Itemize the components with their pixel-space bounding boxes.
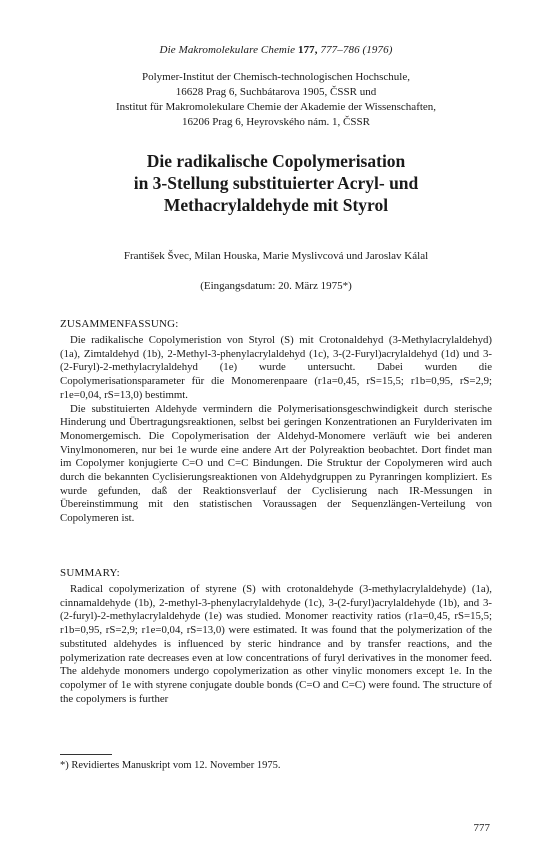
title-line: in 3-Stellung substituierter Acryl- und [133,173,419,193]
affiliation-block [40,70,512,130]
title-line: Methacrylaldehyde mit Styrol [163,195,389,215]
abstract-paragraph: Die radikalische Copolymeristion von Styrol (S) mit Crotonaldehyd (3-Methylacrylaldehyd) (1a), Zimtaldehyd (1b), 2-Methyl-3-phenylacrylaldehyd (1c), 3-(2-Furyl)acrylaldehyd (1d) und 3-(2-Furyl)-2-methylacrylaldehyd (1e) wurde untersucht. Dabei wurden die Copolymerisationsparameter für die Monomerenpaare (r1a=0,45, rS=15,5; r1b=0,95, rS=2,9; r1e=0,04, rS=13,0) bestimmt. [60,334,492,401]
footnote-rule [60,754,112,755]
affiliation-line: Institut für Makromolekulare Chemie der Akademie der Wissenschaften, [115,101,437,113]
abstract-paragraph: Die substituierten Aldehyde vermindern die Polymerisationsgeschwindigkeit durch sterische Hinderung und Übertragungsreaktionen, selbst bei geringen Konzentrationen an Furylderivaten im Monomergemisch. Die Copolymerisation der Aldehyd-Monomere verläuft wie bei anderen Vinylmonomeren, nur bei 1e wurde eine andere Art der Polyreaktion beobachtet. Dort findet man im Copolymer konjugierte C=O und C=C Bindungen. Die Struktur der Copolymeren wird auch durch die bekannten Cyclisierungsreaktionen von Aldehydgruppen zu Pyranringen kompliziert. Es wurde gefunden, daß der Reaktionsverlauf der Cyclisierung nach IR-Messungen in Übereinstimmung mit den statistischen Voraussagen der Sequenzlängen-Verteilung von Copolymeren ist. [60,402,492,525]
journal-header [0,44,552,56]
zusammenfassung-heading: ZUSAMMENFASSUNG: [60,318,179,330]
journal-pages-year: 777–786 (1976) [317,44,393,56]
page-number: 777 [473,822,490,834]
author-list: František Švec, Milan Houska, Marie Myslivcová und Jaroslav Kálal [123,250,429,262]
affiliation-line: 16628 Prag 6, Suchbátarova 1905, ČSSR und [175,86,377,98]
title-line: Die radikalische Copolymerisation [146,151,406,171]
journal-name: Die Makromolekulare Chemie [159,44,298,56]
summary-text [60,583,492,706]
summary-heading: SUMMARY: [60,567,120,579]
paper-title [40,150,512,216]
footnote: *) Revidiertes Manuskript vom 12. November 1975. [60,760,281,771]
received-date: (Eingangsdatum: 20. März 1975*) [200,280,352,292]
journal-volume: 177, [297,44,318,56]
zusammenfassung-text [60,334,492,526]
affiliation-line: Polymer-Institut der Chemisch-technologischen Hochschule, [142,71,410,83]
affiliation-line: 16206 Prag 6, Heyrovského nám. 1, ČSSR [182,116,370,128]
abstract-paragraph: Radical copolymerization of styrene (S) with crotonaldehyde (3-methylacrylaldehyde) (1a), cinnamaldehyde (1b), 2-methyl-3-phenylacrylaldehyde (1c), 3-(2-furyl)acrylaldehyde (1b), and 3-(2-furyl)-2-methylacrylaldehyde (1e) was studied. Monomer reactivity ratios (r1a=0,45, rS=15,5; r1b=0,95, rS=2,9; r1e=0,04, rS=13,0) were estimated. It was found that the polymerization of the substituted aldehydes is influenced by steric hindrance and by transfer reactions, and the polymerization rate decreases even at low concentrations of furyl derivatives in the monomer feed. The aldehyde monomers undergo copolymerization as other vinylic monomers except 1e. In the copolymer of 1e with styrene conjugate double bonds (C=O and C=C) were found. The structure of the copolymers is further [60,583,492,705]
